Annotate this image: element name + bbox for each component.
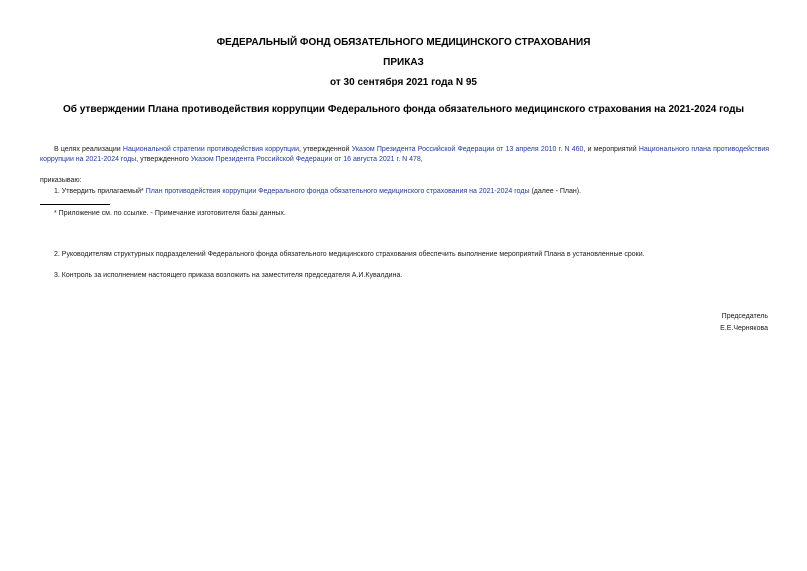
signature-role: Председатель — [721, 313, 768, 320]
footnote-divider — [40, 204, 110, 205]
signature-name: Е.Е.Чернякова — [720, 325, 768, 332]
preamble-paragraph — [40, 145, 769, 165]
organization-name: ФЕДЕРАЛЬНЫЙ ФОНД ОБЯЗАТЕЛЬНОГО МЕДИЦИНСКОГО СТРАХОВАНИЯ — [216, 37, 591, 48]
preamble-text-3: , и мероприятий — [583, 146, 639, 153]
order-item-1 — [54, 187, 769, 197]
order-word: приказываю: — [40, 177, 82, 184]
link-national-plan[interactable]: Национального плана противодействия коррупции на 2021-2024 годы — [40, 146, 770, 163]
link-decree-460[interactable]: Указом Президента Российской Федерации от 13 апреля 2010 г. N 460 — [351, 146, 584, 153]
item1-prefix: 1. Утвердить прилагаемый* — [54, 188, 146, 195]
document-date-number: от 30 сентября 2021 года N 95 — [330, 77, 477, 88]
footnote-text: * Приложение см. по ссылке. - Примечание изготовителя базы данных. — [54, 210, 286, 217]
order-item-2: 2. Руководителям структурных подразделений Федерального фонда обязательного медицинского страхования обеспечить выполнение мероприятий Плана в установленные сроки. — [54, 251, 645, 258]
preamble-text-4: , утвержденного — [136, 156, 191, 163]
document-title: Об утверждении Плана противодействия коррупции Федерального фонда обязательного медицинского страхования на 2021-2024 годы — [63, 104, 744, 115]
item1-suffix: (далее - План). — [529, 188, 582, 195]
link-decree-478[interactable]: Указом Президента Российской Федерации от 16 августа 2021 г. N 478 — [190, 156, 421, 163]
preamble-text-2: , утвержденной — [298, 146, 352, 153]
preamble-text-1: В целях реализации — [54, 146, 123, 153]
order-item-3: 3. Контроль за исполнением настоящего приказа возложить на заместителя председателя А.И.Кувалдина. — [54, 272, 403, 279]
document-type: ПРИКАЗ — [383, 57, 424, 68]
link-national-strategy[interactable]: Национальной стратегии противодействия коррупции — [122, 146, 299, 153]
preamble-text-5: , — [420, 156, 423, 163]
link-anticorruption-plan[interactable]: План противодействия коррупции Федерального фонда обязательного медицинского страхования на 2021-2024 годы — [145, 188, 530, 195]
